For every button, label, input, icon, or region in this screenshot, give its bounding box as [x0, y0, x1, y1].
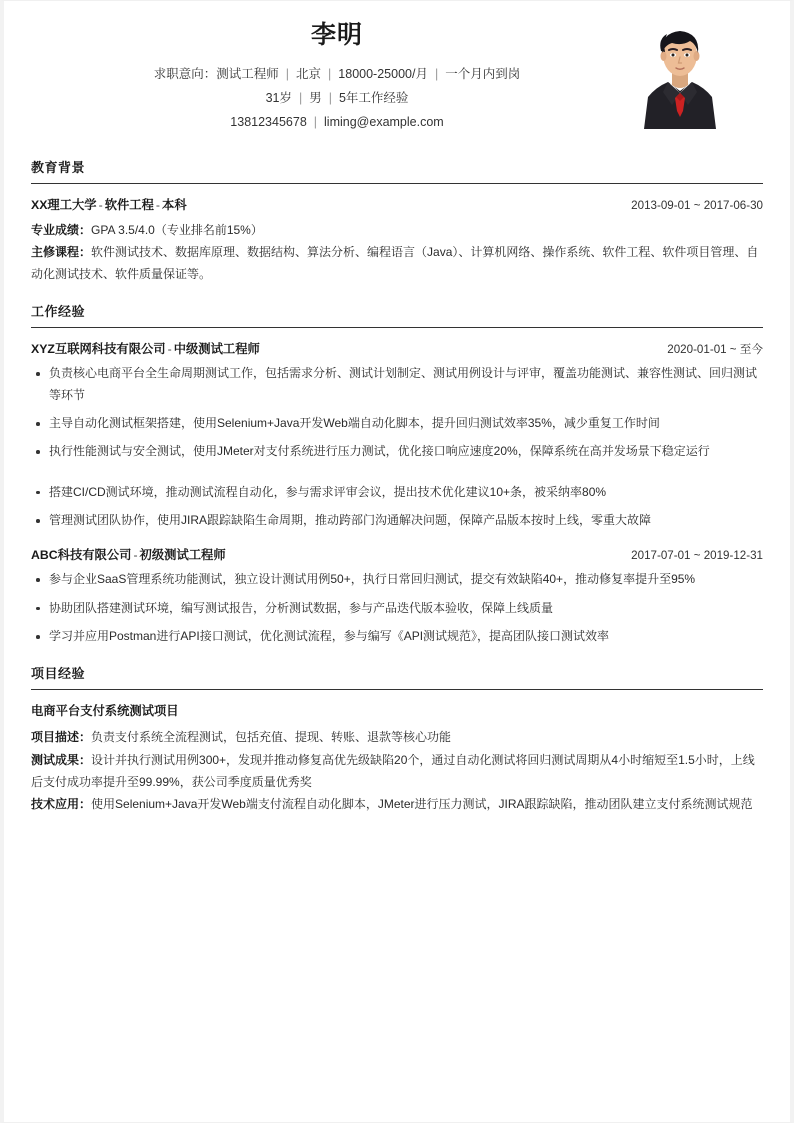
work-date-range: 2020-01-01 ~ 至今 — [667, 343, 763, 357]
major-name: 软件工程 — [104, 197, 154, 212]
gpa-label: 专业成绩： — [31, 222, 92, 237]
list-item: 主导自动化测试框架搭建，使用Selenium+Java开发Web端自动化脚本，提升回归测试效率35%，减少重复工作时间 — [31, 413, 763, 434]
list-item: 执行性能测试与安全测试，使用JMeter对支付系统进行压力测试，优化接口响应速度20%，保障系统在高并发场景下稳定运行 — [31, 441, 763, 462]
contact-line-objective — [31, 62, 643, 86]
work-entry — [31, 545, 763, 647]
education-gpa-row — [31, 219, 763, 241]
project-description-label: 项目描述： — [31, 730, 92, 745]
section-divider — [31, 327, 763, 328]
phone-number[interactable]: 13812345678 — [230, 115, 307, 130]
email-address[interactable]: liming@example.com — [324, 115, 444, 130]
work-title — [31, 545, 226, 563]
title-dash: - — [167, 342, 172, 357]
degree-level: 本科 — [162, 197, 187, 212]
job-role: 初级测试工程师 — [139, 548, 226, 563]
education-courses-row — [31, 241, 763, 285]
contact-line-reach — [31, 110, 643, 134]
separator-icon: | — [313, 115, 318, 130]
list-item: 管理测试团队协作，使用JIRA跟踪缺陷生命周期，推动跨部门沟通解决问题，保障产品版本按时上线，零重大故障 — [31, 510, 763, 531]
company-name: ABC科技有限公司 — [31, 548, 132, 563]
portrait-photo-icon — [634, 19, 726, 129]
gpa-value: GPA 3.5/4.0（专业排名前15%） — [91, 222, 263, 237]
job-objective: 求职意向：测试工程师 — [153, 66, 279, 81]
separator-icon: | — [285, 66, 290, 81]
work-title — [31, 339, 260, 357]
project-tech-row — [31, 793, 763, 815]
section-project-experience — [31, 663, 763, 815]
list-item: 搭建CI/CD测试环境，推动测试流程自动化，参与需求评审会议，提出技术优化建议10+条，被采纳率80% — [31, 482, 763, 503]
job-role: 中级测试工程师 — [173, 342, 260, 357]
work-entry — [31, 339, 763, 531]
project-tech-label: 技术应用： — [31, 796, 92, 811]
list-item: 参与企业SaaS管理系统功能测试，独立设计测试用例50+，执行日常回归测试，提交有效缺陷40+，推动修复率提升至95% — [31, 569, 763, 590]
separator-icon: | — [328, 66, 332, 81]
project-description-row — [31, 726, 763, 748]
education-title — [31, 195, 187, 213]
title-dash: - — [155, 197, 161, 212]
courses-value: 软件测试技术、数据库原理、数据结构、算法分析、编程语言（Java）、计算机网络、操作系统、软件工程、软件项目管理、自动化测试技术、软件质量保证等。 — [31, 244, 759, 281]
title-dash: - — [133, 548, 138, 563]
section-divider — [31, 183, 763, 184]
section-divider — [31, 689, 763, 690]
project-result-label: 测试成果： — [31, 752, 92, 767]
work-entry-head — [31, 545, 763, 563]
section-title-project: 项目经验 — [31, 666, 86, 682]
work-bullet-list — [31, 363, 763, 531]
age: 31岁 — [265, 90, 292, 105]
work-entry-head — [31, 339, 763, 357]
separator-icon: | — [328, 90, 332, 105]
gender: 男 — [309, 90, 322, 105]
years-experience: 5年工作经验 — [338, 90, 409, 105]
education-entry — [31, 195, 763, 286]
company-name: XYZ互联网科技有限公司 — [31, 342, 166, 357]
title-dash: - — [98, 197, 103, 212]
contact-line-personal — [31, 86, 643, 110]
project-entry — [31, 701, 763, 815]
work-date-range: 2017-07-01 ~ 2019-12-31 — [631, 549, 763, 563]
section-education — [31, 157, 763, 286]
avatar — [634, 19, 726, 129]
section-title-education: 教育背景 — [31, 159, 86, 175]
separator-icon: | — [298, 90, 303, 105]
list-item: 学习并应用Postman进行API接口测试，优化测试流程，参与编写《API测试规范》，提高团队接口测试效率 — [31, 626, 763, 647]
page-title: 李明 — [310, 21, 363, 49]
project-tech-value: 使用Selenium+Java开发Web端支付流程自动化脚本，JMeter进行压力测试，JIRA跟踪缺陷，推动团队建立支付系统测试规范 — [91, 796, 753, 811]
education-date-range: 2013-09-01 ~ 2017-06-30 — [631, 198, 763, 212]
education-entry-head — [31, 195, 763, 213]
project-description-value: 负责支付系统全流程测试，包括充值、提现、转账、退款等核心功能 — [91, 730, 452, 745]
separator-icon: | — [434, 66, 439, 81]
project-result-value: 设计并执行测试用例300+，发现并推动修复高优先级缺陷20个，通过自动化测试将回归测试周期从4小时缩短至1.5小时，上线后支付成功率提升至99.99%，获公司季度质量优秀奖 — [31, 752, 755, 789]
list-item: 负责核心电商平台全生命周期测试工作，包括需求分析、测试计划制定、测试用例设计与评审，覆盖功能测试、兼容性测试、回归测试等环节 — [31, 363, 763, 406]
resume-header — [31, 1, 763, 141]
project-result-row — [31, 749, 763, 793]
salary: 18000-25000/月 — [338, 66, 428, 81]
section-title-work: 工作经验 — [31, 304, 86, 320]
work-bullet-list — [31, 569, 763, 647]
project-name: 电商平台支付系统测试项目 — [31, 704, 179, 719]
school-name: XX理工大学 — [31, 197, 97, 212]
courses-label: 主修课程： — [31, 244, 92, 259]
section-work-experience — [31, 301, 763, 647]
availability: 一个月内到岗 — [445, 66, 521, 81]
city: 北京 — [296, 66, 322, 81]
list-item: 协助团队搭建测试环境，编写测试报告，分析测试数据，参与产品迭代版本验收，保障上线质量 — [31, 598, 763, 619]
